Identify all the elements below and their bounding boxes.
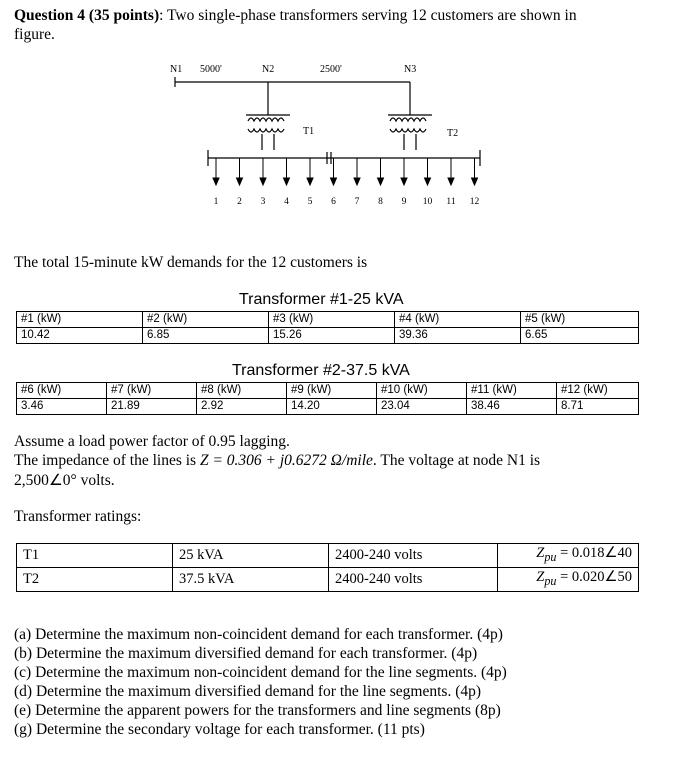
- customer-arrow-icon: [448, 178, 454, 185]
- z-symbol: Z: [536, 545, 545, 561]
- table-row: [17, 383, 639, 399]
- customer-arrow-icon: [307, 178, 313, 185]
- list-item: (c) Determine the maximum non-coincident demand for the line segments. (4p): [14, 664, 507, 681]
- node-n3-label: N3: [404, 64, 417, 75]
- question-text: : Two single-phase transformers serving 12 customers are shown in: [159, 7, 577, 24]
- customer-arrow-icon: [354, 178, 360, 185]
- question-parts: [14, 625, 507, 739]
- customer-label-9: 9: [401, 197, 407, 207]
- tx1-table: [16, 311, 639, 344]
- pf-assumption: Assume a load power factor of 0.95 lagging.: [14, 433, 290, 450]
- question-heading: Question 4 (35 points): [14, 7, 160, 24]
- customer-label-6: 6: [331, 197, 336, 207]
- node-n1-label: N1: [170, 64, 183, 75]
- customer-label-11: 11: [446, 197, 456, 207]
- ratings-label: Transformer ratings:: [14, 508, 142, 525]
- t1-coil-secondary: [248, 129, 284, 132]
- table-cell: #2 (kW): [143, 312, 269, 328]
- t1-coil-primary: [248, 118, 284, 121]
- feeder-diagram: [0, 55, 684, 215]
- table-cell: #6 (kW): [17, 383, 107, 399]
- customer-label-8: 8: [378, 197, 383, 207]
- table-row: [17, 544, 639, 568]
- table-cell: #8 (kW): [197, 383, 287, 399]
- tx1-title: Transformer #1-25 kVA: [239, 291, 404, 308]
- table-cell: 2.92: [197, 399, 287, 415]
- t1-label: T1: [303, 126, 315, 137]
- list-item: (a) Determine the maximum non-coincident demand for each transformer. (4p): [14, 626, 503, 643]
- t2-coil-secondary: [390, 129, 426, 132]
- table-cell: $Z_{pu}$ = 0.018∠40: [498, 544, 639, 568]
- customer-label-5: 5: [307, 197, 313, 207]
- customer-arrow-icon: [237, 178, 243, 185]
- table-row: [17, 567, 639, 591]
- customer-label-4: 4: [284, 197, 289, 207]
- question-line-2: figure.: [14, 26, 55, 43]
- table-cell: 6.65: [521, 328, 639, 344]
- impedance-pre: The impedance of the lines is: [14, 452, 200, 469]
- tx2-title: Transformer #2-37.5 kVA: [232, 362, 410, 379]
- z-value: 0.020∠50: [571, 568, 632, 585]
- table-row: [17, 328, 639, 344]
- question-line-1: [14, 7, 577, 25]
- list-item: (g) Determine the secondary voltage for each transformer. (11 pts): [14, 721, 425, 738]
- t2-label: T2: [447, 128, 459, 139]
- customer-arrow-icon: [213, 178, 219, 185]
- table-cell: #5 (kW): [521, 312, 639, 328]
- impedance-post: . The voltage at node N1 is: [372, 452, 541, 469]
- table-cell: 37.5 kVA: [173, 567, 329, 591]
- table-cell: #9 (kW): [287, 383, 377, 399]
- demand-intro: The total 15-minute kW demands for the 12 customers is: [14, 254, 368, 271]
- customer-arrow-icon: [331, 178, 337, 185]
- customer-label-3: 3: [260, 197, 266, 207]
- list-item: (b) Determine the maximum diversified demand for each transformer. (4p): [14, 645, 478, 662]
- z-subscript: pu: [544, 549, 557, 564]
- table-cell: 21.89: [107, 399, 197, 415]
- z-subscript: pu: [544, 573, 557, 588]
- table-cell: #12 (kW): [557, 383, 639, 399]
- customer-label-2: 2: [237, 197, 242, 207]
- table-cell: 39.36: [395, 328, 521, 344]
- node-voltage: 2,500∠0° volts.: [14, 472, 115, 489]
- distance-1-label: 5000': [200, 64, 222, 75]
- table-cell: 6.85: [143, 328, 269, 344]
- impedance-equation: Z = 0.306 + j0.6272 Ω/mile: [199, 452, 373, 469]
- table-cell: $Z_{pu}$ = 0.020∠50: [498, 567, 639, 591]
- z-symbol: Z: [536, 568, 545, 585]
- impedance-line: [14, 452, 540, 470]
- table-cell: 2400-240 volts: [329, 567, 498, 591]
- customer-arrow-icon: [425, 178, 431, 185]
- customer-arrow-icon: [378, 178, 384, 185]
- customer-arrow-icon: [284, 178, 290, 185]
- tx2-table: [16, 382, 639, 415]
- table-cell: #1 (kW): [17, 312, 143, 328]
- table-cell: 8.71: [557, 399, 639, 415]
- table-cell: #4 (kW): [395, 312, 521, 328]
- table-cell: T1: [17, 544, 173, 568]
- list-item: (d) Determine the maximum diversified demand for the line segments. (4p): [14, 683, 482, 700]
- table-cell: 2400-240 volts: [329, 544, 498, 568]
- table-cell: 3.46: [17, 399, 107, 415]
- table-cell: 38.46: [467, 399, 557, 415]
- table-cell: 14.20: [287, 399, 377, 415]
- customer-arrow-icon: [401, 178, 407, 185]
- customer-label-1: 1: [213, 197, 219, 207]
- list-item: (e) Determine the apparent powers for the transformers and line segments (8p): [14, 702, 501, 719]
- customer-arrow-icon: [260, 178, 266, 185]
- table-cell: 23.04: [377, 399, 467, 415]
- table-cell: 15.26: [269, 328, 395, 344]
- table-cell: 10.42: [17, 328, 143, 344]
- customer-arrow-icon: [472, 178, 478, 185]
- t2-coil-primary: [390, 118, 426, 121]
- customer-label-10: 10: [422, 197, 433, 207]
- table-row: [17, 312, 639, 328]
- table-cell: #3 (kW): [269, 312, 395, 328]
- table-cell: #11 (kW): [467, 383, 557, 399]
- table-row: [17, 399, 639, 415]
- table-cell: T2: [17, 567, 173, 591]
- table-cell: 25 kVA: [173, 544, 329, 568]
- table-cell: #10 (kW): [377, 383, 467, 399]
- table-cell: #7 (kW): [107, 383, 197, 399]
- node-n2-label: N2: [262, 64, 275, 75]
- distance-2-label: 2500': [320, 64, 342, 75]
- ratings-table: [16, 543, 639, 592]
- customer-label-12: 12: [469, 197, 480, 207]
- customer-label-7: 7: [354, 197, 360, 207]
- z-value: 0.018∠40: [571, 545, 632, 561]
